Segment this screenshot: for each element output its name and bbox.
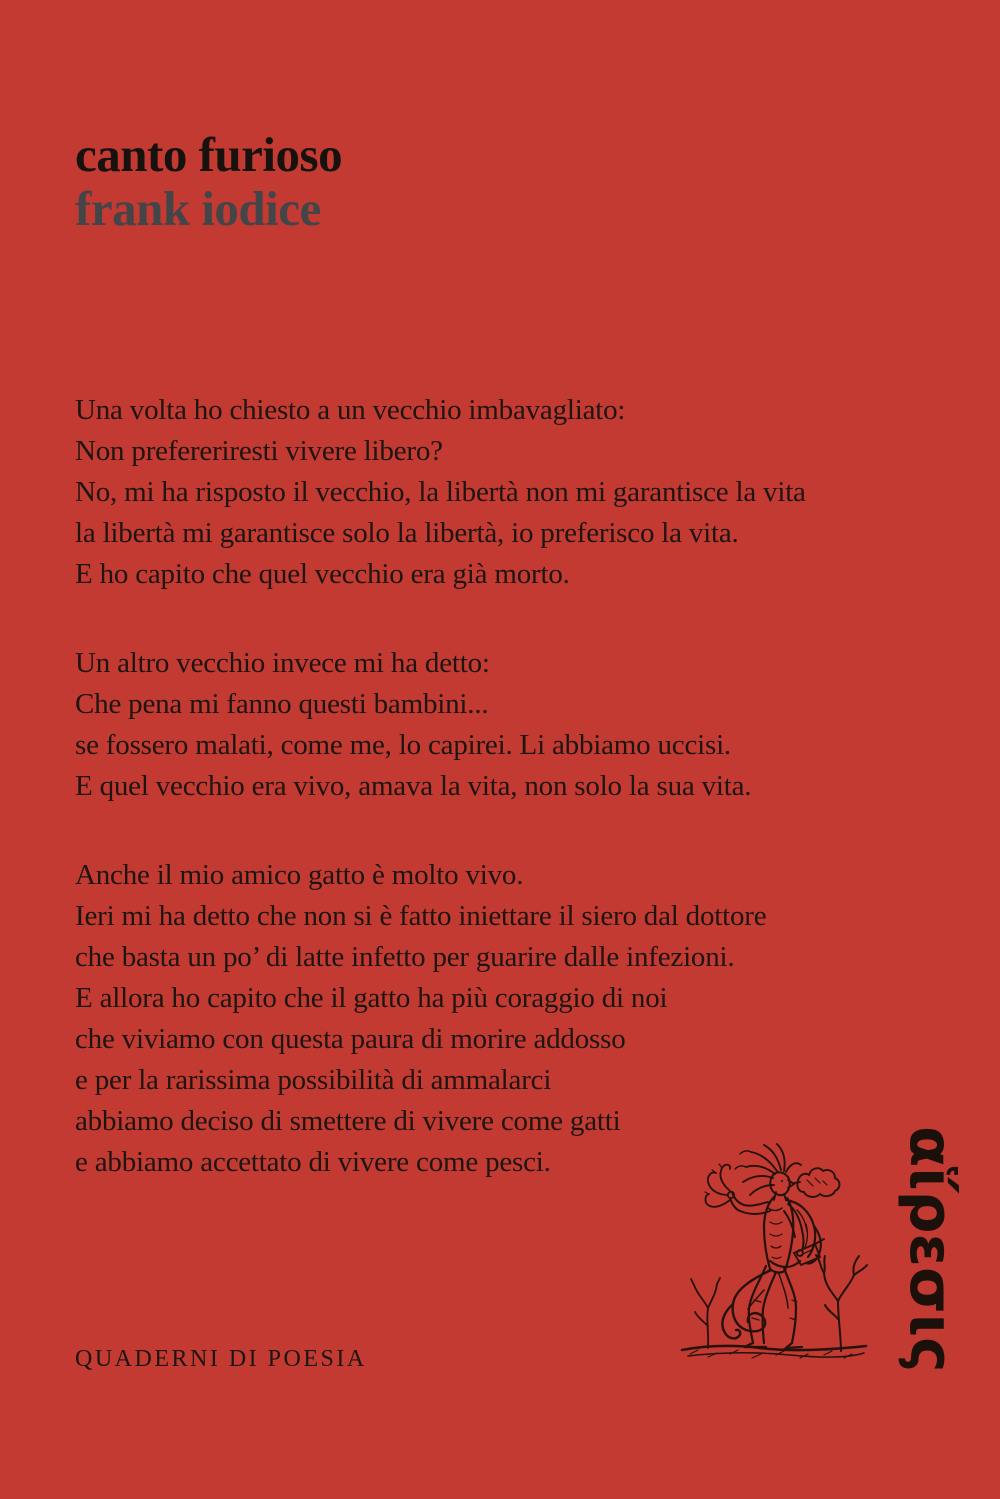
- poem: [75, 390, 806, 1183]
- poem-line: E allora ho capito che il gatto ha più coraggio di noi: [75, 982, 668, 1014]
- book-title: canto furioso: [75, 127, 343, 182]
- poem-line: Non prefereriresti vivere libero?: [75, 435, 443, 467]
- poem-line: se fossero malati, come me, lo capirei. Li abbiamo uccisi.: [75, 729, 731, 761]
- poem-stanza-1: [75, 390, 806, 595]
- publisher-logo-text: αἵρεσις: [896, 1126, 966, 1373]
- book-author: frank iodice: [75, 181, 321, 236]
- title-block: [75, 128, 342, 236]
- poem-line: Una volta ho chiesto a un vecchio imbavagliato:: [75, 394, 626, 426]
- poem-line: E quel vecchio era vivo, amava la vita, non solo la sua vita.: [75, 770, 752, 802]
- poem-line: e abbiamo accettato di vivere come pesci.: [75, 1146, 551, 1178]
- poem-line: Un altro vecchio invece mi ha detto:: [75, 647, 490, 679]
- poem-line: Anche il mio amico gatto è molto vivo.: [75, 859, 524, 891]
- poem-line: Che pena mi fanno questi bambini...: [75, 688, 489, 720]
- poem-line: E ho capito che quel vecchio era già morto.: [75, 558, 570, 590]
- fury-woodcut-illustration: [678, 1140, 870, 1364]
- poem-stanza-2: [75, 643, 806, 807]
- poem-stanza-3: [75, 855, 806, 1183]
- series-label: QUADERNI DI POESIA: [75, 1346, 367, 1372]
- poem-line: la libertà mi garantisce solo la libertà, io preferisco la vita.: [75, 517, 739, 549]
- poem-line: No, mi ha risposto il vecchio, la libertà non mi garantisce la vita: [75, 476, 806, 508]
- poem-line: che viviamo con questa paura di morire addosso: [75, 1023, 626, 1055]
- poem-line: Ieri mi ha detto che non si è fatto iniettare il siero dal dottore: [75, 900, 767, 932]
- poem-line: abbiamo deciso di smettere di vivere come gatti: [75, 1105, 621, 1137]
- poem-line: e per la rarissima possibilità di ammalarci: [75, 1064, 552, 1096]
- poem-line: che basta un po’ di latte infetto per guarire dalle infezioni.: [75, 941, 735, 973]
